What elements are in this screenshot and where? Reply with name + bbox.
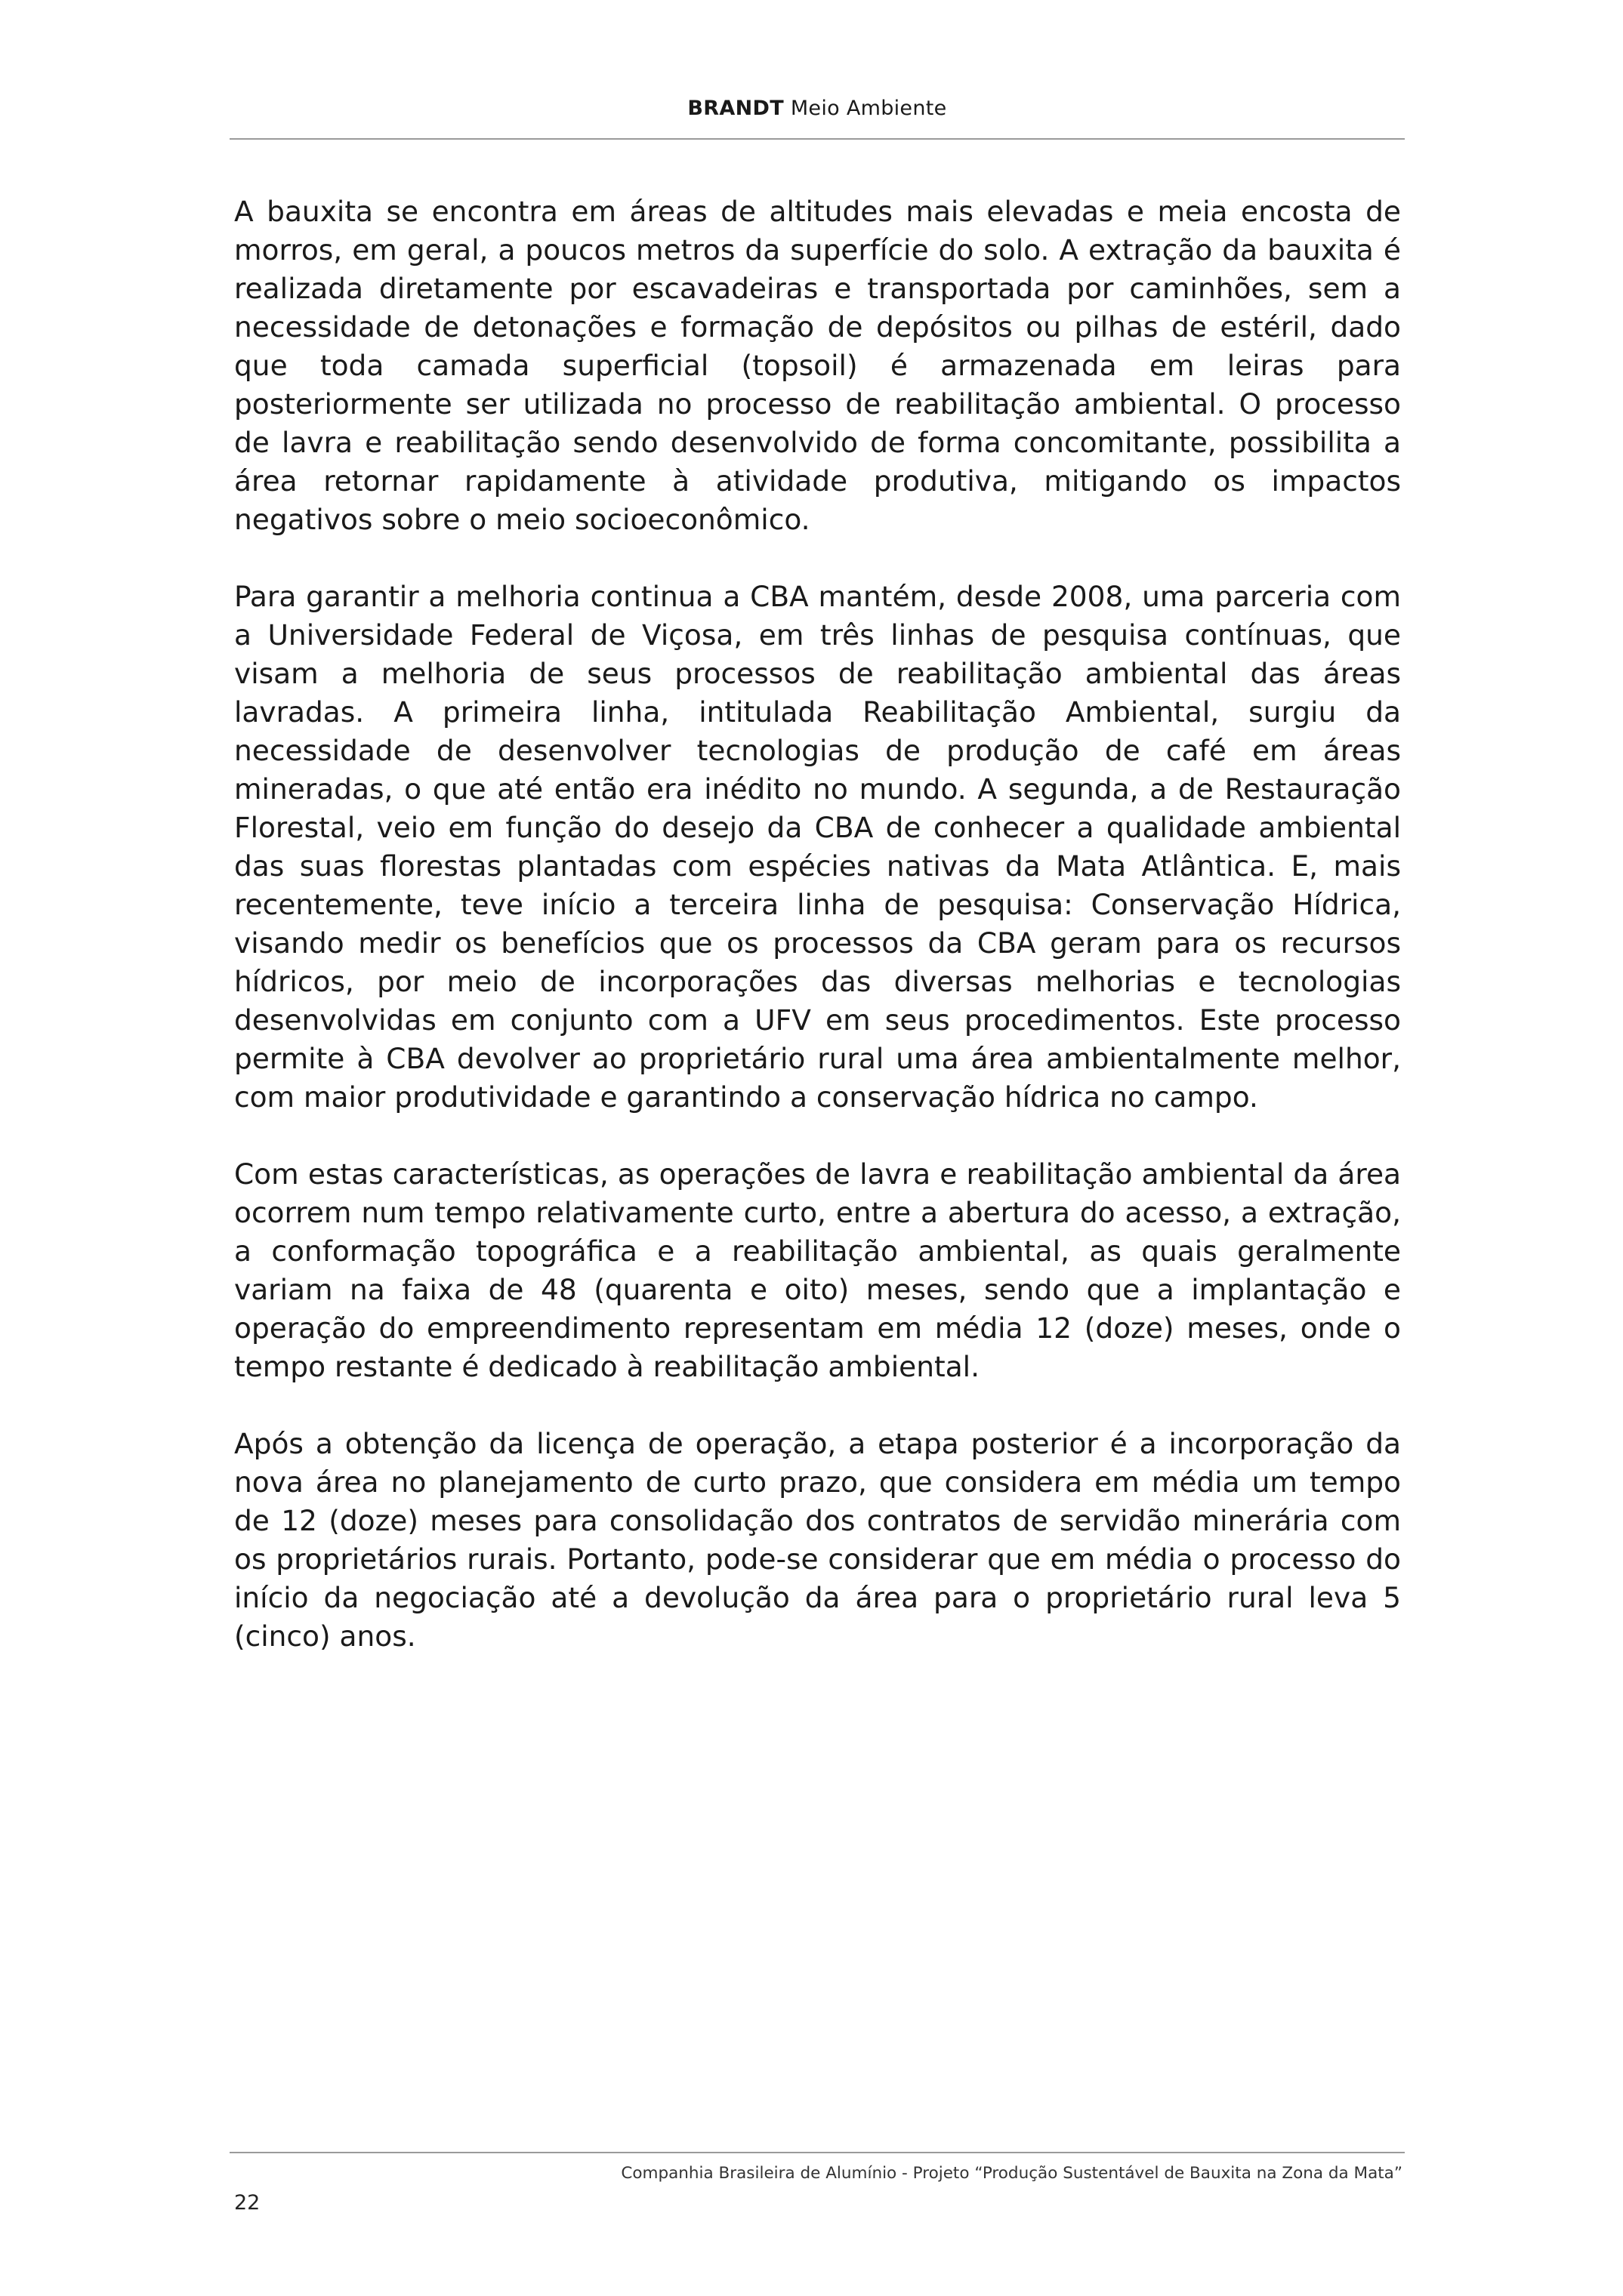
header-divider <box>230 138 1405 140</box>
header-brand: BRANDT <box>687 97 784 120</box>
document-body <box>234 193 1401 1694</box>
paragraph-bauxite-extraction: A bauxita se encontra em áreas de altitudes mais elevadas e meia encosta de morros, em geral, a poucos metros da superfície do solo. A extração da bauxita é realizada diretamente por escavadeiras e transportada por caminhões, sem a necessidade de detonações e formação de depósitos ou pilhas de estéril, dado que toda camada superficial (topsoil) é armazenada em leiras para posteriormente ser utilizada no processo de reabilitação ambiental. O processo de lavra e reabilitação sendo desenvolvido de forma concomitante, possibilita a área retornar rapidamente à atividade produtiva, mitigando os impactos negativos sobre o meio socioeconômico. <box>234 195 1401 536</box>
paragraph-operation-timeline: Com estas características, as operações de lavra e reabilitação ambiental da área ocorrem num tempo relativamente curto, entre a abertura do acesso, a extração, a conformação topográfica e a reabilitação ambiental, as quais geralmente variam na faixa de 48 (quarenta e oito) meses, sendo que a implantação e operação do empreendimento representam em média 12 (doze) meses, onde o tempo restante é dedicado à reabilitação ambiental. <box>234 1157 1401 1383</box>
page-number: 22 <box>234 2191 261 2214</box>
header-subtitle: Meio Ambiente <box>790 97 947 120</box>
footer-divider <box>230 2152 1405 2153</box>
paragraph-license-process: Após a obtenção da licença de operação, a etapa posterior é a incorporação da nova área no planejamento de curto prazo, que considera em média um tempo de 12 (doze) meses para consolidação dos contratos de servidão minerária com os proprietários rurais. Portanto, pode-se considerar que em média o processo do início da negociação até a devolução da área para o proprietário rural leva 5 (cinco) anos. <box>234 1427 1401 1653</box>
paragraph-research-partnership: Para garantir a melhoria continua a CBA mantém, desde 2008, uma parceria com a Universidade Federal de Viçosa, em três linhas de pesquisa contínuas, que visam a melhoria de seus processos de reabilitação ambiental das áreas lavradas. A primeira linha, intitulada Reabilitação Ambiental, surgiu da necessidade de desenvolver tecnologias de produção de café em áreas mineradas, o que até então era inédito no mundo. A segunda, a de Restauração Florestal, veio em função do desejo da CBA de conhecer a qualidade ambiental das suas florestas plantadas com espécies nativas da Mata Atlântica. E, mais recentemente, teve início a terceira linha de pesquisa: Conservação Hídrica, visando medir os benefícios que os processos da CBA geram para os recursos hídricos, por meio de incorporações das diversas melhorias e tecnologias desenvolvidas em conjunto com a UFV em seus procedimentos. Este processo permite à CBA devolver ao proprietário rural uma área ambientalmente melhor, com maior produtividade e garantindo a conservação hídrica no campo. <box>234 580 1401 1114</box>
footer-caption: Companhia Brasileira de Alumínio - Projeto “Produção Sustentável de Bauxita na Zona da Mata” <box>621 2164 1402 2183</box>
page-header <box>230 97 1405 139</box>
